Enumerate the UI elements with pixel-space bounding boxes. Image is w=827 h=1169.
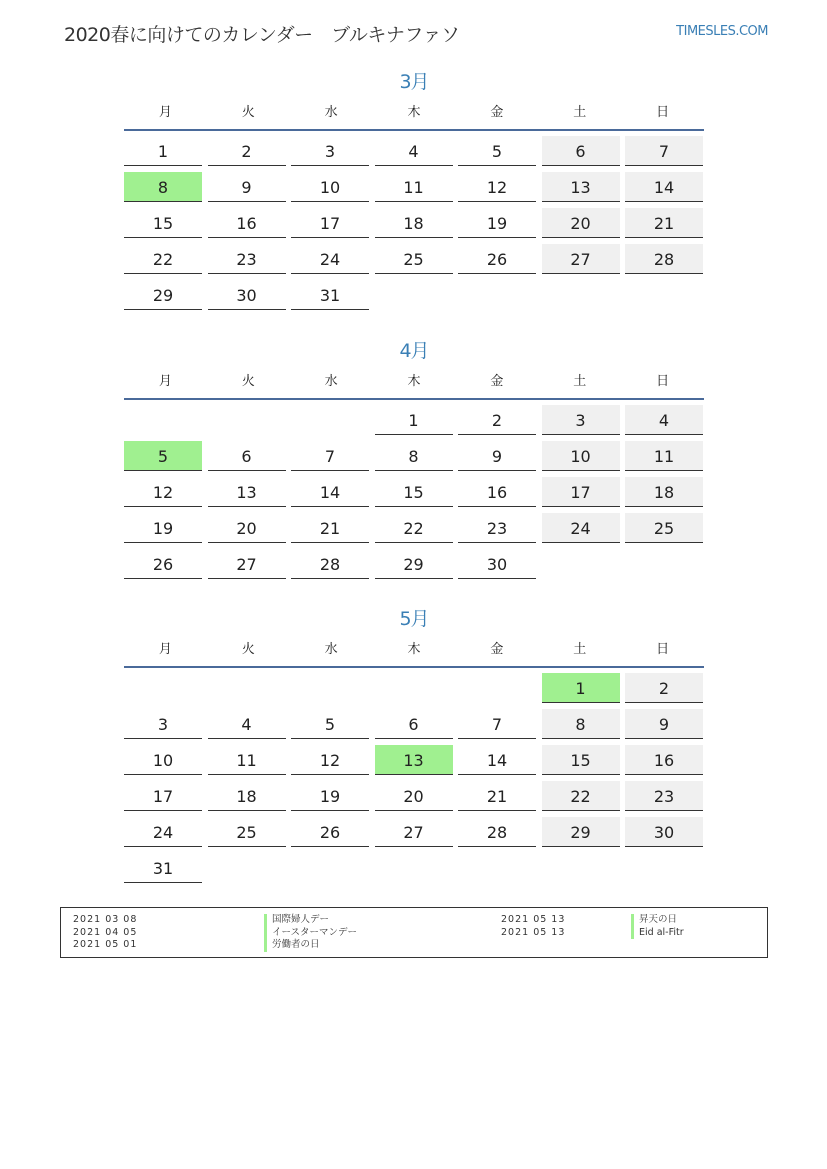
day-cell: 30 [208,280,286,310]
day-cell: 26 [124,549,202,579]
empty-day-cell [458,853,536,883]
weekday-label: 土 [573,642,587,657]
week-row [124,244,704,280]
day-cell: 21 [458,781,536,811]
weekend-day-cell: 11 [625,441,703,471]
day-cell: 4 [208,709,286,739]
weekend-day-cell: 13 [542,172,620,202]
week-row [124,853,704,889]
weekday-label: 金 [490,105,504,120]
day-grid [124,136,704,316]
weekday-label: 月 [158,642,172,657]
weekend-day-cell: 25 [625,513,703,543]
weekday-label: 土 [573,374,587,389]
day-cell: 12 [458,172,536,202]
day-cell: 18 [208,781,286,811]
empty-day-cell [291,405,369,435]
weekend-day-cell: 6 [542,136,620,166]
legend-holiday-name: 国際婦人デー [264,914,357,927]
empty-day-cell [124,673,202,703]
legend-date: 2021 05 01 [73,939,138,950]
day-cell: 9 [458,441,536,471]
weekend-day-cell: 30 [625,817,703,847]
day-cell: 27 [375,817,453,847]
empty-day-cell [124,405,202,435]
month-title: 4月 [399,340,429,362]
weekend-day-cell: 20 [542,208,620,238]
week-row [124,709,704,745]
week-row [124,208,704,244]
legend-date: 2021 05 13 [501,914,566,925]
empty-day-cell [208,405,286,435]
day-cell: 18 [375,208,453,238]
day-cell: 3 [291,136,369,166]
weekend-day-cell: 9 [625,709,703,739]
day-cell: 1 [375,405,453,435]
legend-date: 2021 03 08 [73,914,138,925]
week-row [124,280,704,316]
legend-holiday-name: 昇天の日 [631,914,684,927]
day-cell: 4 [375,136,453,166]
weekend-day-cell: 24 [542,513,620,543]
month-block [124,70,704,316]
empty-day-cell [625,549,703,579]
day-cell: 11 [208,745,286,775]
day-cell: 12 [291,745,369,775]
weekend-day-cell: 7 [625,136,703,166]
empty-day-cell [291,853,369,883]
legend-date: 2021 04 05 [73,926,138,938]
day-cell: 19 [458,208,536,238]
day-cell: 2 [208,136,286,166]
weekday-label: 金 [490,374,504,389]
day-cell: 26 [458,244,536,274]
week-row [124,745,704,781]
weekday-label: 月 [158,374,172,389]
weekday-label: 水 [324,105,338,120]
month-block [124,607,704,889]
day-cell: 20 [208,513,286,543]
day-cell: 24 [291,244,369,274]
day-cell: 28 [458,817,536,847]
weekday-header [124,373,704,400]
weekday-label: 火 [241,642,255,657]
page-title: 2020春に向けてのカレンダー ブルキナファソ [64,24,460,46]
weekend-day-cell: 29 [542,817,620,847]
day-cell: 12 [124,477,202,507]
day-cell: 29 [124,280,202,310]
week-row [124,477,704,513]
weekday-label: 木 [407,642,421,657]
empty-day-cell [375,673,453,703]
day-cell: 28 [291,549,369,579]
day-cell: 13 [208,477,286,507]
holiday-day-cell: 5 [124,441,202,471]
day-cell: 9 [208,172,286,202]
day-cell: 10 [291,172,369,202]
day-cell: 25 [208,817,286,847]
day-grid [124,673,704,889]
legend-left-dates [73,914,137,952]
day-cell: 6 [208,441,286,471]
day-cell: 26 [291,817,369,847]
day-cell: 14 [291,477,369,507]
day-cell: 19 [291,781,369,811]
day-cell: 23 [208,244,286,274]
legend-date: 2021 05 13 [501,926,566,938]
week-row [124,172,704,208]
day-cell: 17 [291,208,369,238]
day-cell: 25 [375,244,453,274]
weekend-day-cell: 23 [625,781,703,811]
day-cell: 23 [458,513,536,543]
weekend-day-cell: 22 [542,781,620,811]
day-cell: 29 [375,549,453,579]
legend-holiday-name: イースターマンデー [264,927,357,940]
empty-day-cell [208,853,286,883]
weekday-label: 金 [490,642,504,657]
holiday-legend [60,907,768,958]
weekday-header [124,104,704,131]
day-cell: 15 [375,477,453,507]
holiday-day-cell: 13 [375,745,453,775]
day-cell: 16 [208,208,286,238]
weekend-day-cell: 16 [625,745,703,775]
holiday-day-cell: 8 [124,172,202,202]
day-cell: 7 [291,441,369,471]
day-cell: 24 [124,817,202,847]
weekend-day-cell: 21 [625,208,703,238]
day-cell: 30 [458,549,536,579]
day-grid [124,405,704,585]
weekday-label: 日 [656,642,670,657]
empty-day-cell [542,549,620,579]
day-cell: 31 [291,280,369,310]
week-row [124,405,704,441]
day-cell: 14 [458,745,536,775]
day-cell: 31 [124,853,202,883]
day-cell: 3 [124,709,202,739]
weekday-label: 土 [573,105,587,120]
page-header [64,20,768,46]
legend-right-dates [501,914,565,939]
day-cell: 8 [375,441,453,471]
weekend-day-cell: 15 [542,745,620,775]
day-cell: 2 [458,405,536,435]
day-cell: 22 [124,244,202,274]
day-cell: 11 [375,172,453,202]
day-cell: 15 [124,208,202,238]
weekday-label: 水 [324,642,338,657]
week-row [124,817,704,853]
week-row [124,673,704,709]
day-cell: 21 [291,513,369,543]
weekday-label: 火 [241,374,255,389]
day-cell: 5 [291,709,369,739]
weekend-day-cell: 17 [542,477,620,507]
day-cell: 19 [124,513,202,543]
day-cell: 6 [375,709,453,739]
day-cell: 22 [375,513,453,543]
empty-day-cell [458,673,536,703]
empty-day-cell [458,280,536,310]
empty-day-cell [208,673,286,703]
empty-day-cell [291,673,369,703]
week-row [124,441,704,477]
weekend-day-cell: 10 [542,441,620,471]
legend-holiday-name: 労働者の日 [264,939,357,952]
day-cell: 5 [458,136,536,166]
week-row [124,136,704,172]
weekday-label: 水 [324,374,338,389]
day-cell: 1 [124,136,202,166]
weekday-label: 木 [407,374,421,389]
day-cell: 10 [124,745,202,775]
weekend-day-cell: 2 [625,673,703,703]
day-cell: 27 [208,549,286,579]
weekend-day-cell: 4 [625,405,703,435]
holiday-day-cell: 1 [542,673,620,703]
weekday-label: 日 [656,105,670,120]
month-block [124,339,704,585]
week-row [124,781,704,817]
empty-day-cell [625,280,703,310]
weekend-day-cell: 28 [625,244,703,274]
legend-left-names [264,914,357,952]
week-row [124,513,704,549]
month-title: 5月 [399,608,429,630]
weekend-day-cell: 18 [625,477,703,507]
weekend-day-cell: 14 [625,172,703,202]
week-row [124,549,704,585]
day-cell: 20 [375,781,453,811]
empty-day-cell [542,853,620,883]
weekend-day-cell: 27 [542,244,620,274]
legend-right-names [631,914,684,939]
legend-holiday-name: Eid al-Fitr [631,927,684,940]
brand-link[interactable]: TIMESLES.COM [676,24,768,39]
weekday-label: 火 [241,105,255,120]
weekday-label: 月 [158,105,172,120]
weekend-day-cell: 8 [542,709,620,739]
weekday-header [124,641,704,668]
empty-day-cell [625,853,703,883]
empty-day-cell [375,280,453,310]
weekday-label: 木 [407,105,421,120]
day-cell: 7 [458,709,536,739]
empty-day-cell [542,280,620,310]
weekday-label: 日 [656,374,670,389]
day-cell: 16 [458,477,536,507]
weekend-day-cell: 3 [542,405,620,435]
month-title: 3月 [399,71,429,93]
empty-day-cell [375,853,453,883]
day-cell: 17 [124,781,202,811]
